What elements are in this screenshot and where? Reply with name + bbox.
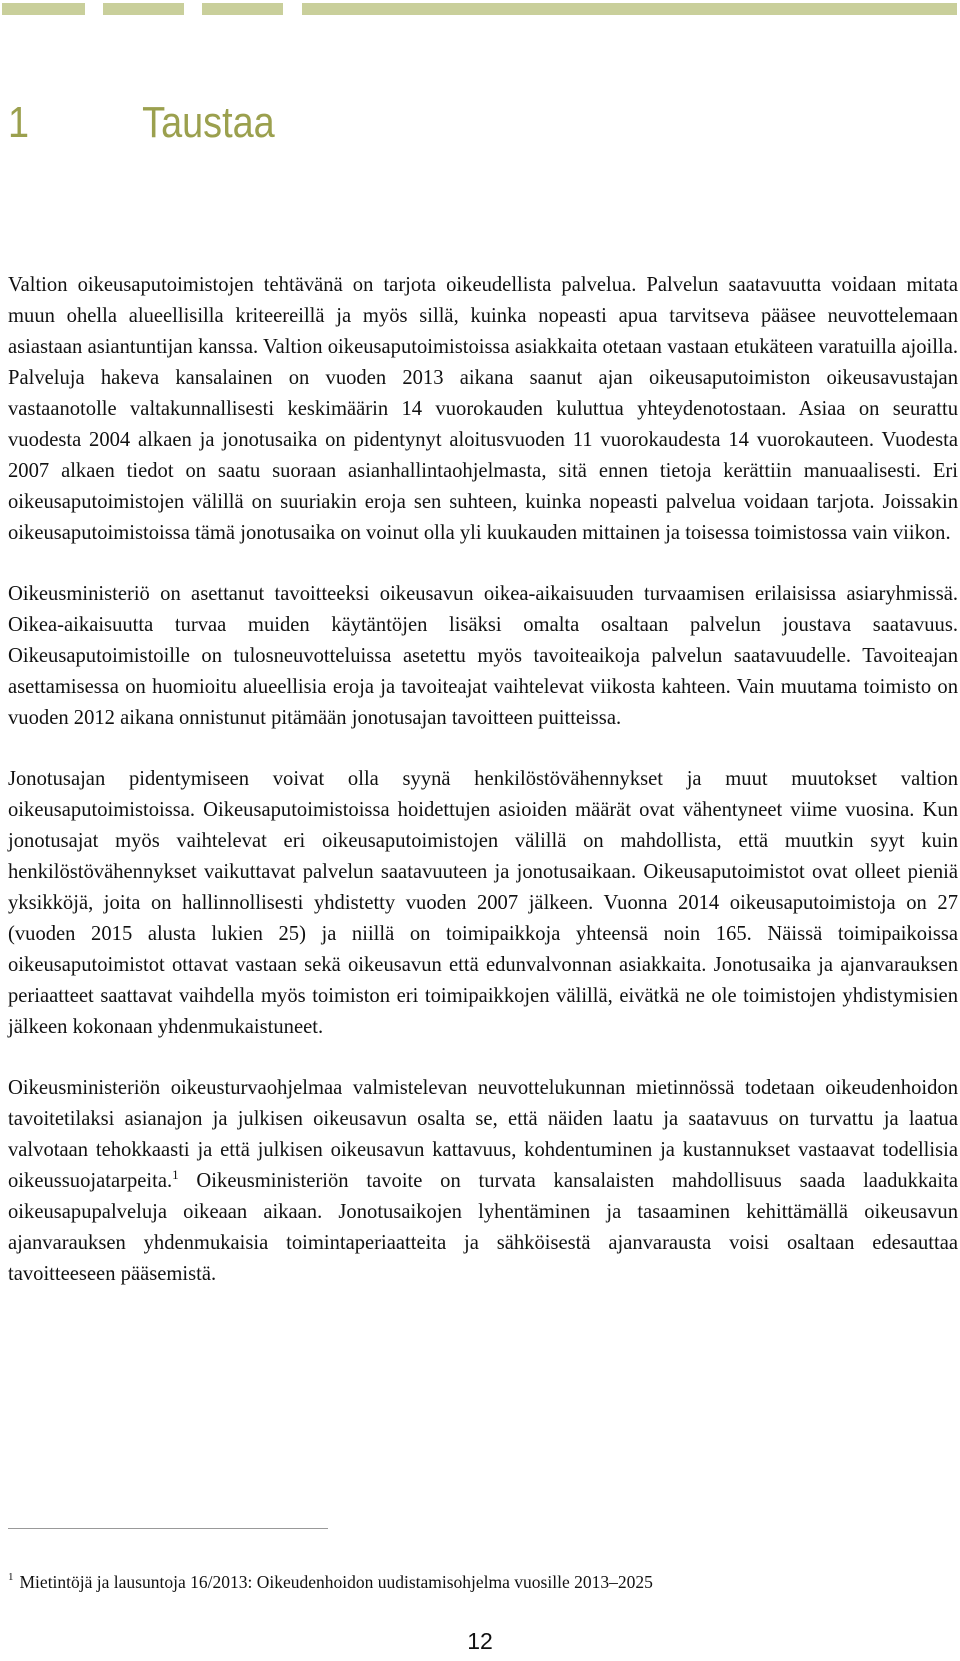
header-bar-4 — [302, 3, 957, 15]
footnote-reference[interactable]: 1 — [172, 1167, 179, 1182]
header-bar-1 — [2, 3, 85, 15]
body-text — [8, 270, 958, 1320]
footnote-divider — [8, 1528, 328, 1529]
footnote-text: Mietintöjä ja lausuntoja 16/2013: Oikeudenhoidon uudistamisohjelma vuosille 2013–2025 — [19, 1572, 653, 1592]
chapter-title: Taustaa — [142, 98, 275, 147]
footnote-number: 1 — [8, 1571, 14, 1583]
header-bar-3 — [202, 3, 283, 15]
chapter-heading — [8, 98, 275, 148]
page-number: 12 — [467, 1628, 493, 1654]
paragraph-3: Jonotusajan pidentymiseen voivat olla syynä henkilöstövähennykset ja muut muutokset valtion oikeusaputoimistoissa. Oikeusaputoimistoissa hoidettujen asioiden määrät ovat vähentyneet viime vuosina. Kun jonotusajat myös vaihtelevat eri oikeusaputoimistojen välillä on mahdollista, että muutkin syyt kuin henkilöstövähennykset vaikuttavat palvelun saatavuuteen ja jonotusaikaan. Oikeusaputoimistot ovat olleet pieniä yksikköjä, joita on hallinnollisesti yhdistetty vuoden 2007 jälkeen. Vuonna 2014 oikeusaputoimistoja on 27 (vuoden 2015 alusta lukien 25) ja niillä on toimipaikkoja yhteensä noin 165. Näissä toimipaikoissa oikeusaputoimistot ottavat vastaan sekä oikeusavun että edunvalvonnan asiakkaita. Jonotusaika ja ajanvarauksen periaatteet saattavat vaihdella myös toimiston eri toimipaikkojen välillä, eivätkä ne ole toimistojen yhdistymisien jälkeen kokonaan yhdenmukaistuneet. — [8, 768, 958, 1038]
paragraph-4 — [8, 1073, 958, 1290]
footnote — [8, 1572, 653, 1593]
chapter-number: 1 — [8, 98, 30, 147]
paragraph-4-text-after: Oikeusministeriön tavoite on turvata kansalaisten mahdollisuus saada laadukkaita oikeusapupalveluja oikeaan aikaan. Jonotusaikojen lyhentäminen ja tasaaminen kehittämällä oikeusavun ajanvarauksen yhdenmukaisia toimintaperiaatteita ja sähköisestä ajanvarausta voisi osaltaan edesauttaa tavoitteeseen pääsemistä. — [8, 1170, 958, 1285]
paragraph-4-text-before: Oikeusministeriön oikeusturvaohjelmaa valmistelevan neuvottelukunnan mietinnössä todetaan oikeudenhoidon tavoitetilaksi asianajon ja julkisen oikeusavun osalta se, että näiden laatu ja saatavuus on turvattu ja laatua valvotaan tehokkaasti ja että julkisen oikeusavun kattavuus, kohdentuminen ja kustannukset vastaavat todellisia oikeussuojatarpeita. — [8, 1077, 958, 1192]
header-bar-2 — [103, 3, 184, 15]
header-decoration — [0, 3, 960, 15]
paragraph-1: Valtion oikeusaputoimistojen tehtävänä on tarjota oikeudellista palvelua. Palvelun saatavuutta voidaan mitata muun ohella alueellisilla kriteereillä ja myös sillä, kuinka nopeasti apua tarvitseva pääsee neuvottelemaan asiastaan asiantuntijan kanssa. Valtion oikeusaputoimistoissa asiakkaita otetaan vastaan etukäteen varatuilla ajoilla. Palveluja hakeva kansalainen on vuoden 2013 aikana saanut ajan oikeusaputoimiston oikeusavustajan vastaanotolle valtakunnallisesti keskimäärin 14 vuorokauden kuluttua yhteydenotostaan. Asiaa on seurattu vuodesta 2004 alkaen ja jonotusaika on pidentynyt aloitusvuoden 11 vuorokaudesta 14 vuorokauteen. Vuodesta 2007 alkaen tiedot on saatu suoraan asianhallintaohjelmasta, sitä ennen tietoja kerättiin manuaalisesti. Eri oikeusaputoimistojen välillä on suuriakin eroja sen suhteen, kuinka nopeasti palvelua voidaan tarjota. Joissakin oikeusaputoimistoissa tämä jonotusaika on voinut olla yli kuukauden mittainen ja toisessa toimistossa vain viikon. — [8, 274, 958, 544]
paragraph-2: Oikeusministeriö on asettanut tavoitteeksi oikeusavun oikea-aikaisuuden turvaamisen erilaisissa asiaryhmissä. Oikea-aikaisuutta turvaa muiden käytäntöjen lisäksi omalta osaltaan palvelun joustava saatavuus. Oikeusaputoimistoille on tulosneuvotteluissa asetettu myös tavoiteaikoja palvelun saatavuudelle. Tavoiteajan asettamisessa on huomioitu alueellisia eroja ja tavoiteajat vaihtelevat viikosta kahteen. Vain muutama toimisto on vuoden 2012 aikana onnistunut pitämään jonotusajan tavoitteen puitteissa. — [8, 583, 958, 729]
